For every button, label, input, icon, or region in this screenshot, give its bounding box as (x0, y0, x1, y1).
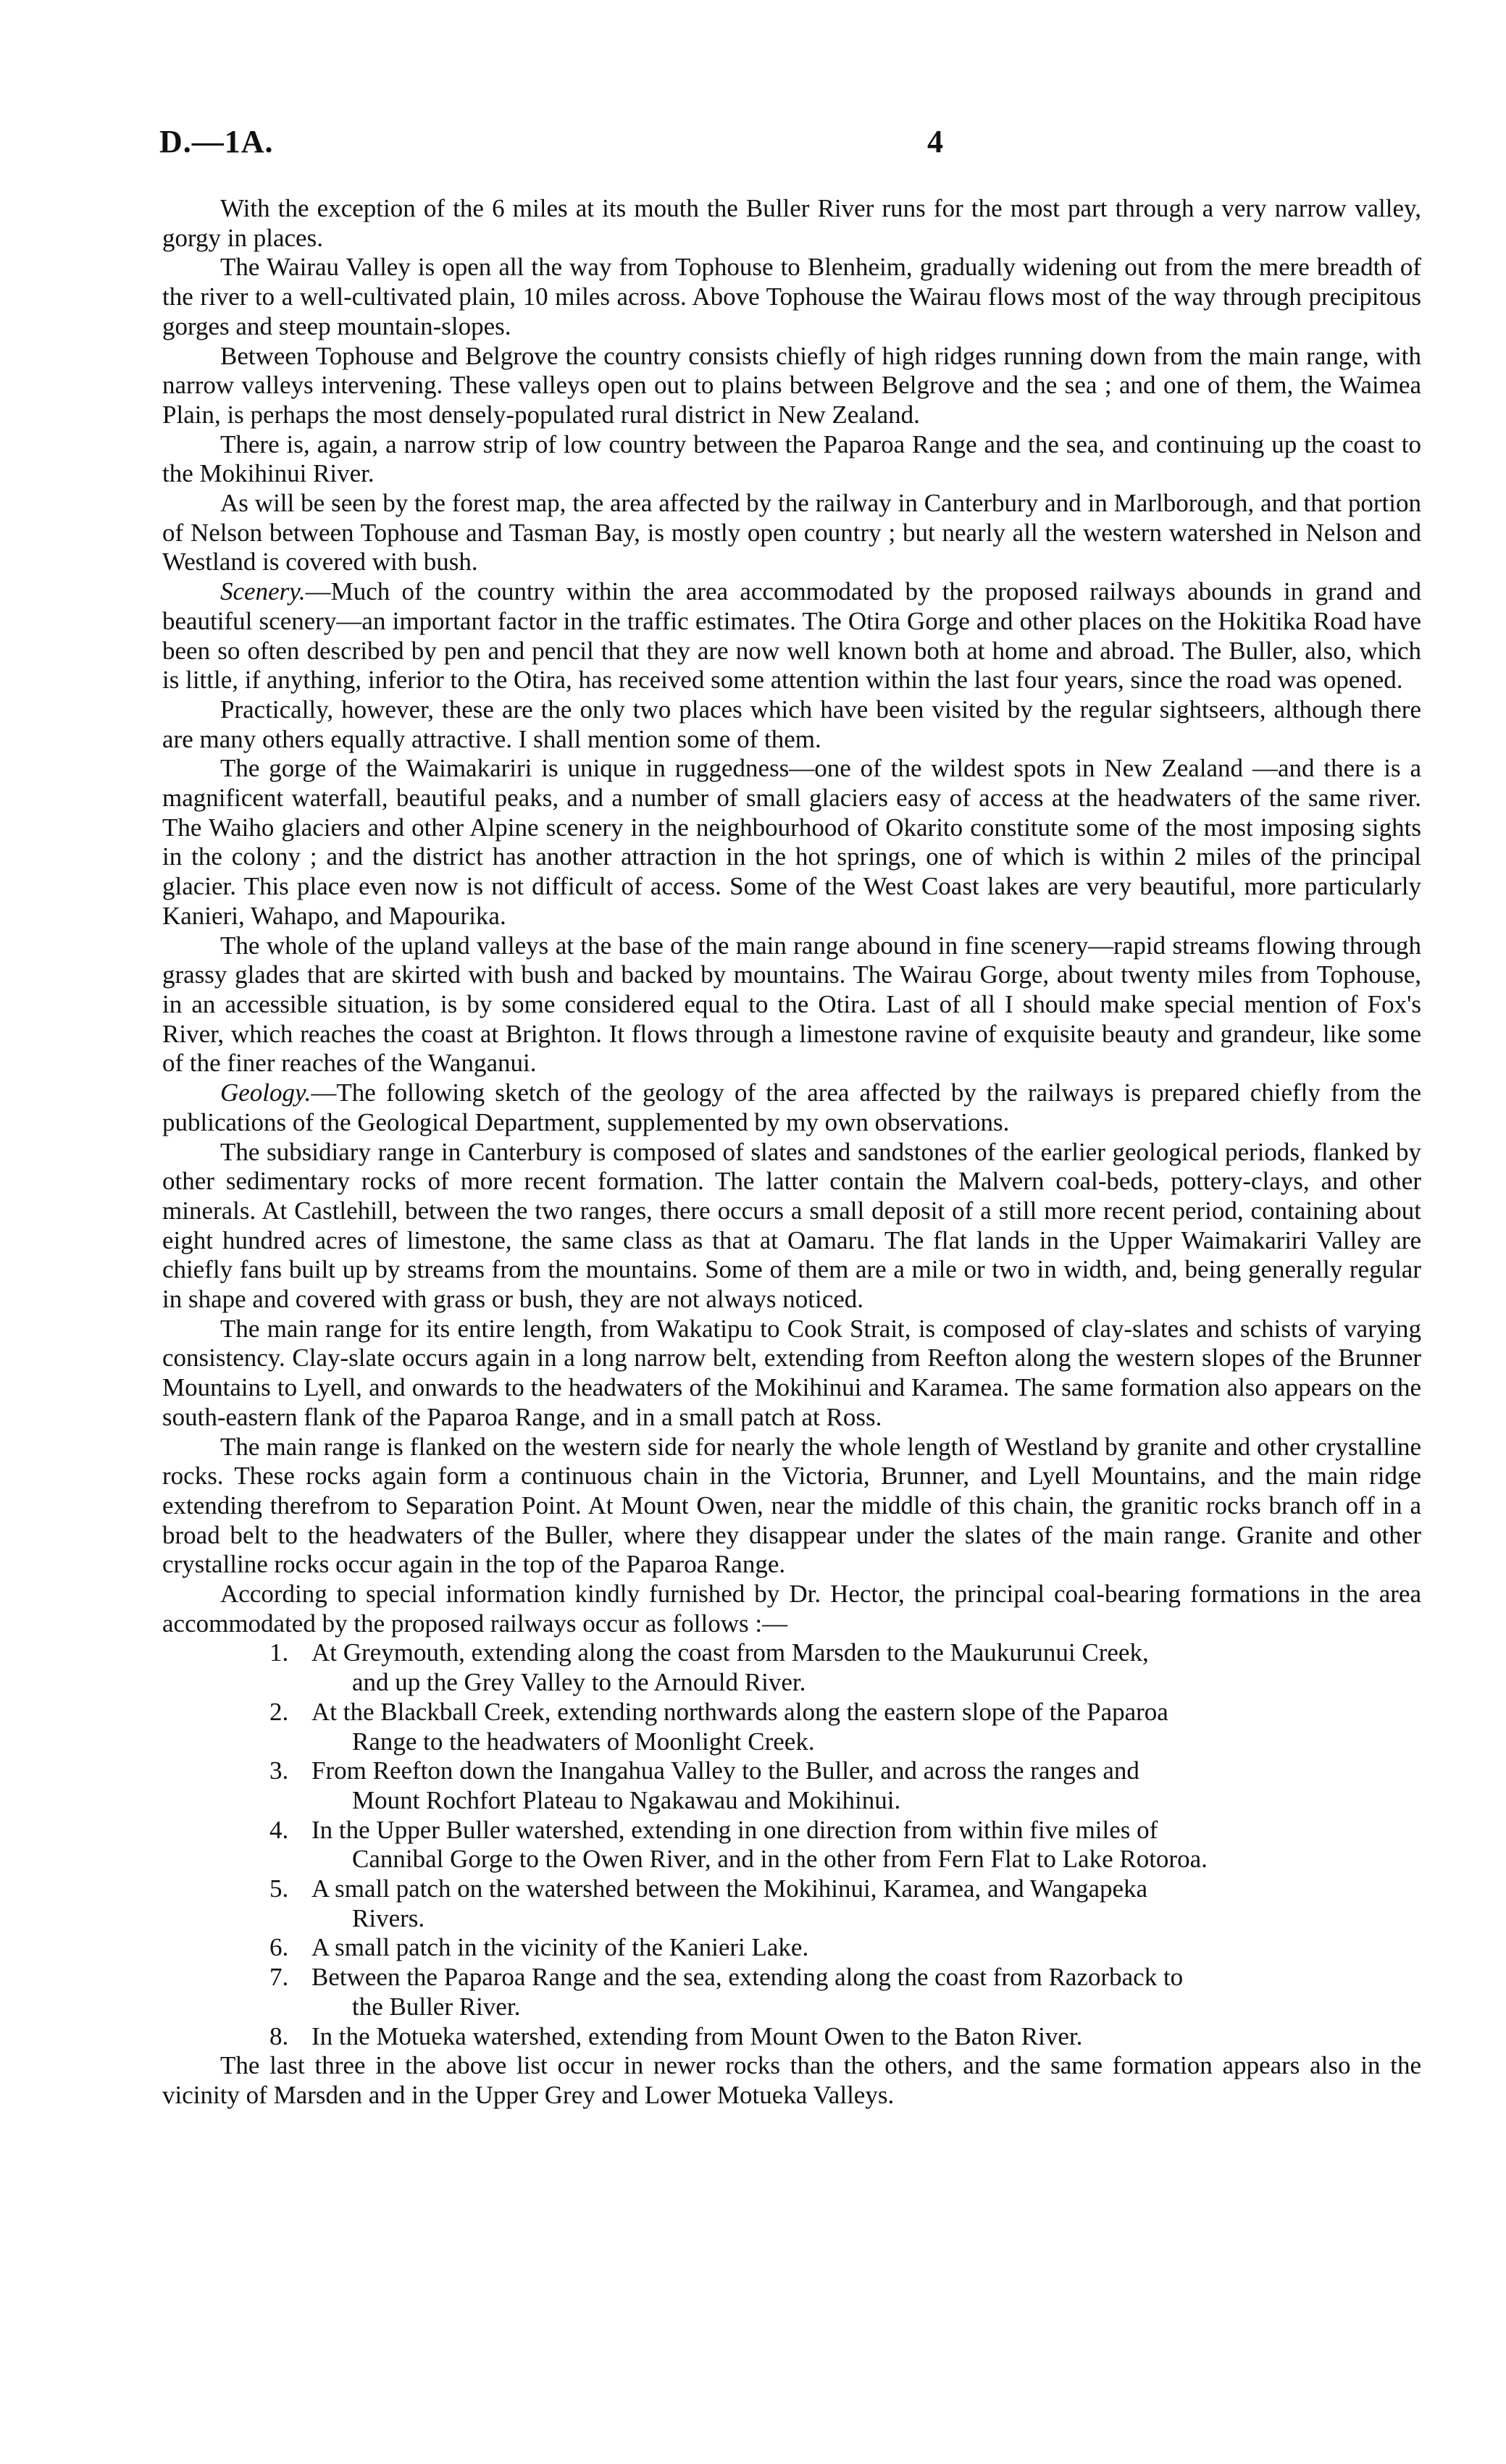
list-text-continued: and up the Grey Valley to the Arnould River. (352, 1668, 806, 1697)
paragraph: As will be seen by the forest map, the area affected by the railway in Canterbury and in Marlborough, and that portion of Nelson between Tophouse and Tasman Bay, is mostly open country ; but nearly all the western watershed in Nelson and Westland is covered with bush. (162, 489, 1421, 577)
list-item (162, 1963, 1421, 2021)
list-text-continued: the Buller River. (352, 1992, 521, 2021)
list-text-continued: Cannibal Gorge to the Owen River, and in the other from Fern Flat to Lake Rotoroa. (352, 1845, 1208, 1874)
list-item (162, 1874, 1421, 1933)
list-number: 3. (269, 1756, 289, 1785)
list-text: At Greymouth, extending along the coast from Marsden to the Maukurunui Creek, (311, 1638, 1149, 1667)
paragraph: According to special information kindly furnished by Dr. Hector, the principal coal-bearing formations in the area accommodated by the proposed railways occur as follows :— (162, 1580, 1421, 1638)
list-number: 6. (269, 1933, 289, 1962)
list-number: 5. (269, 1874, 289, 1903)
list-text: In the Upper Buller watershed, extending in one direction from within five miles of (311, 1815, 1158, 1844)
paragraph: Between Tophouse and Belgrove the country consists chiefly of high ridges running down from the main range, with narrow valleys intervening. These valleys open out to plains between Belgrove and the sea ; and one of them, the Waimea Plain, is perhaps the most densely-populated rural district in New Zealand. (162, 341, 1421, 429)
paragraph: The main range for its entire length, from Wakatipu to Cook Strait, is composed of clay-slates and schists of varying consistency. Clay-slate occurs again in a long narrow belt, extending from Reefton along the western slopes of the Brunner Mountains to Lyell, and onwards to the headwaters of the Mokihinui and Karamea. The same formation also appears on the south-eastern flank of the Paparoa Range, and in a small patch at Ross. (162, 1314, 1421, 1431)
geology-paragraph (162, 1078, 1421, 1137)
paragraph: There is, again, a narrow strip of low country between the Paparoa Range and the sea, and continuing up the coast to the Mokihinui River. (162, 429, 1421, 488)
coal-formations-list (162, 1638, 1421, 2051)
document-body (162, 194, 1421, 2111)
paragraph: The main range is flanked on the western side for nearly the whole length of Westland by granite and other crystalline rocks. These rocks again form a continuous chain in the Victoria, Brunner, and Lyell Mountains, and the main ridge extending therefrom to Separation Point. At Mount Owen, near the middle of this chain, the granitic rocks branch off in a broad belt to the headwaters of the Buller, where they disappear under the slates of the main range. Granite and other crystalline rocks occur again in the top of the Paparoa Range. (162, 1432, 1421, 1579)
scenery-text: —Much of the country within the area accommodated by the proposed railways abounds in grand and beautiful scenery—an important factor in the traffic estimates. The Otira Gorge and other places on the Hokitika Road have been so often described by pen and pencil that they are now well known both at home and abroad. The Buller, also, which is little, if anything, inferior to the Otira, has received some attention within the last four years, since the road was opened. (162, 577, 1421, 695)
list-item (162, 1933, 1421, 1963)
list-text-continued: Range to the headwaters of Moonlight Creek. (352, 1727, 815, 1756)
list-item (162, 1638, 1421, 1697)
paragraph: The whole of the upland valleys at the base of the main range abound in fine scenery—rapid streams flowing through grassy glades that are skirted with bush and backed by mountains. The Wairau Gorge, about twenty miles from Tophouse, in an accessible situation, is by some considered equal to the Otira. Last of all I should make special mention of Fox's River, which reaches the coast at Brighton. It flows through a limestone ravine of exquisite beauty and grandeur, like some of the finer reaches of the Wanganui. (162, 931, 1421, 1078)
document-reference: D.—1A. (159, 124, 274, 159)
list-item (162, 1816, 1421, 1874)
list-number: 8. (269, 2021, 289, 2050)
paragraph: The Wairau Valley is open all the way from Tophouse to Blenheim, gradually widening out from the mere breadth of the river to a well-cultivated plain, 10 miles across. Above Tophouse the Wairau flows most of the way through precipitous gorges and steep mountain-slopes. (162, 253, 1421, 340)
list-item (162, 1698, 1421, 1756)
paragraph: The gorge of the Waimakariri is unique in ruggedness—one of the wildest spots in New Zealand —and there is a magnificent waterfall, beautiful peaks, and a number of small glaciers easy of access at the headwaters of the same river. The Waiho glaciers and other Alpine scenery in the neighbourhood of Okarito constitute some of the most imposing sights in the colony ; and the district has another attraction in the hot springs, one of which is within 2 miles of the principal glacier. This place even now is not difficult of access. Some of the West Coast lakes are very beautiful, more particularly Kanieri, Wahapo, and Mapourika. (162, 754, 1421, 930)
closing-paragraph: The last three in the above list occur in newer rocks than the others, and the same formation appears also in the vicinity of Marsden and in the Upper Grey and Lower Motueka Valleys. (162, 2051, 1421, 2109)
list-item (162, 1756, 1421, 1815)
page-header (159, 123, 1347, 167)
list-text: Between the Paparoa Range and the sea, extending along the coast from Razorback to (311, 1963, 1184, 1992)
list-number: 7. (269, 1963, 289, 1992)
paragraph: Practically, however, these are the only two places which have been visited by the regular sightseers, although there are many others equally attractive. I shall mention some of them. (162, 695, 1421, 753)
list-number: 2. (269, 1697, 289, 1726)
section-heading-geology: Geology. (220, 1078, 311, 1107)
paragraph: The subsidiary range in Canterbury is composed of slates and sandstones of the earlier geological periods, flanked by other sedimentary rocks of more recent formation. The latter contain the Malvern coal-beds, pottery-clays, and other minerals. At Castlehill, between the two ranges, there occurs a small deposit of a still more recent period, containing about eight hundred acres of limestone, the same class as that at Oamaru. The flat lands in the Upper Waimakariri Valley are chiefly fans built up by streams from the mountains. Some of them are a mile or two in width, and, being generally regular in shape and covered with grass or bush, they are not always noticed. (162, 1137, 1421, 1314)
list-text: In the Motueka watershed, extending from Mount Owen to the Baton River. (311, 2021, 1083, 2050)
geology-text: —The following sketch of the geology of the area affected by the railways is prepared chiefly from the publications of the Geological Department, supplemented by my own observations. (162, 1078, 1421, 1136)
list-text-continued: Rivers. (352, 1903, 425, 1932)
scenery-paragraph (162, 577, 1421, 695)
list-text: A small patch on the watershed between the Mokihinui, Karamea, and Wangapeka (311, 1874, 1148, 1903)
section-heading-scenery: Scenery. (220, 577, 306, 606)
paragraph: With the exception of the 6 miles at its mouth the Buller River runs for the most part through a very narrow valley, gorgy in places. (162, 194, 1421, 252)
page-number: 4 (927, 124, 943, 159)
list-text: At the Blackball Creek, extending northwards along the eastern slope of the Paparoa (311, 1697, 1168, 1726)
list-number: 1. (269, 1638, 289, 1667)
list-item (162, 2022, 1421, 2052)
list-text: A small patch in the vicinity of the Kanieri Lake. (311, 1933, 809, 1962)
list-text-continued: Mount Rochfort Plateau to Ngakawau and Mokihinui. (352, 1785, 901, 1814)
list-number: 4. (269, 1815, 289, 1844)
list-text: From Reefton down the Inangahua Valley to the Buller, and across the ranges and (311, 1756, 1139, 1785)
